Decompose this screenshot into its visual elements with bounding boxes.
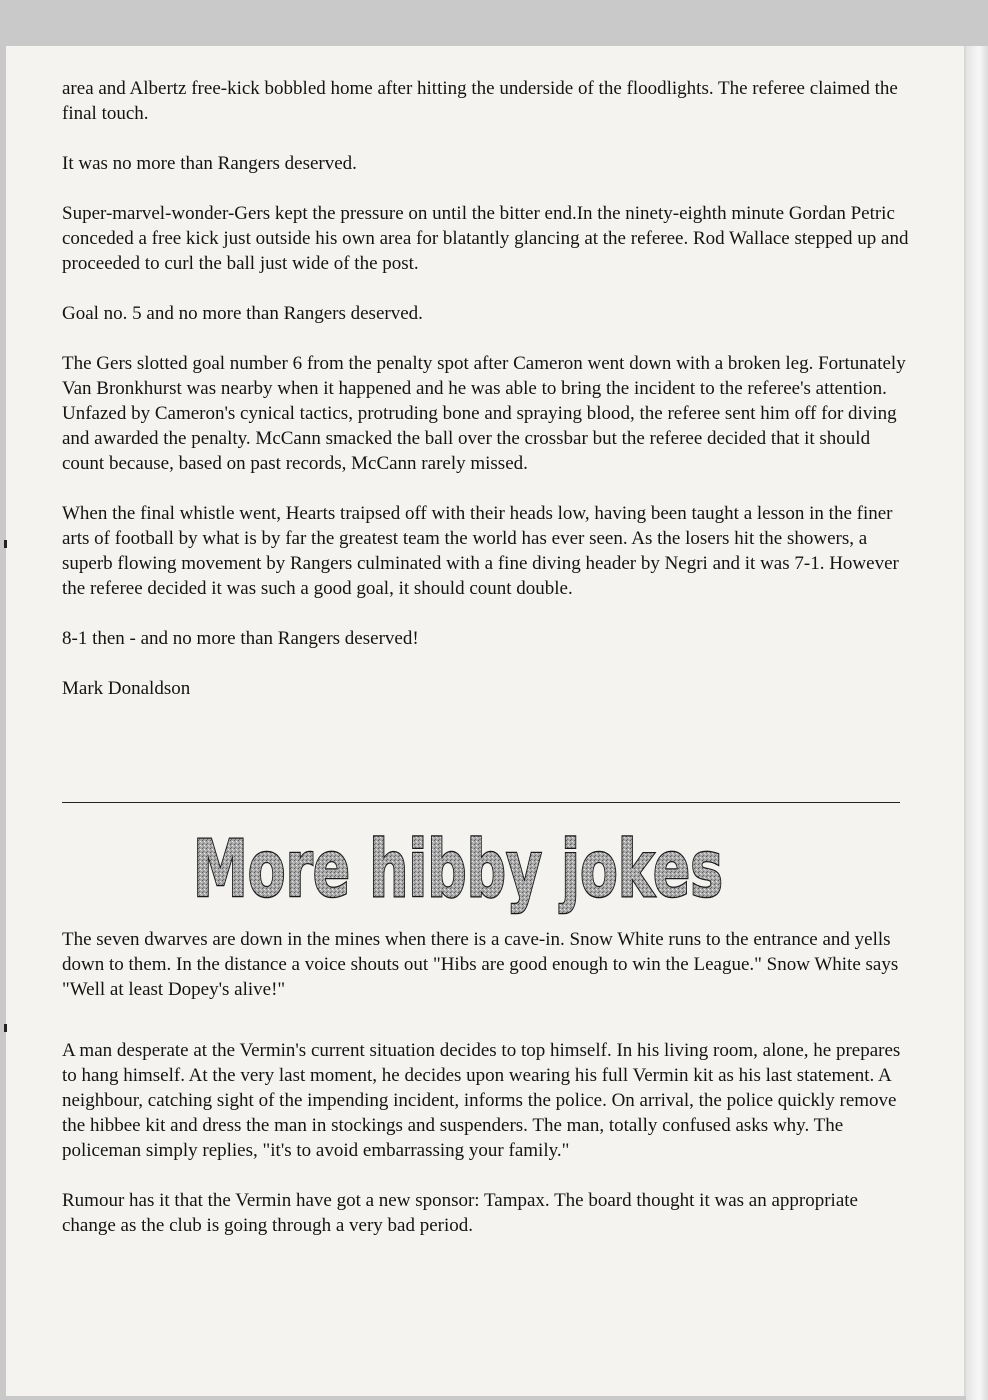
section-banner [186, 812, 730, 918]
article-paragraph: Goal no. 5 and no more than Rangers deserved. [62, 303, 423, 324]
section-divider [62, 802, 900, 803]
article-paragraph: 8-1 then - and no more than Rangers deserved! [62, 628, 419, 649]
article-body [62, 76, 912, 713]
article-paragraph: It was no more than Rangers deserved. [62, 153, 357, 174]
article-paragraph: Super-marvel-wonder-Gers kept the pressure on until the bitter end.In the ninety-eighth minute Gordan Petric conceded a free kick just outside his own area for blatantly glancing at the referee. Rod Wallace stepped up and proceeded to curl the ball just wide of the post. [62, 203, 909, 274]
banner-title: More hibby jokes [193, 825, 723, 915]
margin-mark [4, 1024, 7, 1032]
joke-paragraph: The seven dwarves are down in the mines when there is a cave-in. Snow White runs to the entrance and yells down to them. In the distance a voice shouts out "Hibs are good enough to win the League." Snow White says "Well at least Dopey's alive!" [62, 929, 899, 1000]
margin-mark [4, 540, 7, 548]
article-paragraph: When the final whistle went, Hearts traipsed off with their heads low, having been taught a lesson in the finer arts of football by what is by far the greatest team the world has ever seen. As the losers hit the showers, a superb flowing movement by Rangers culminated with a fine diving header by Negri and it was 7-1. However the referee decided it was such a good goal, it should count double. [62, 503, 899, 599]
article-author: Mark Donaldson [62, 678, 191, 699]
article-paragraph: The Gers slotted goal number 6 from the penalty spot after Cameron went down with a broken leg. Fortunately Van Bronkhurst was nearby when it happened and he was able to bring the incident to the referee's attention. Unfazed by Cameron's cynical tactics, protruding bone and spraying blood, the referee sent him off for diving and awarded the penalty. McCann smacked the ball over the crossbar but the referee decided that it should count because, based on past records, McCann rarely missed. [62, 353, 906, 474]
jokes-section [62, 927, 912, 1263]
joke-paragraph: Rumour has it that the Vermin have got a new sponsor: Tampax. The board thought it was an appropriate change as the club is going through a very bad period. [62, 1190, 858, 1236]
article-paragraph: area and Albertz free-kick bobbled home after hitting the underside of the floodlights. The referee claimed the final touch. [62, 78, 898, 124]
joke-paragraph: A man desperate at the Vermin's current situation decides to top himself. In his living room, alone, he prepares to hang himself. At the very last moment, he decides upon wearing his full Vermin kit as his last statement. A neighbour, catching sight of the impending incident, informs the police. On arrival, the police quickly remove the hibbee kit and dress the man in stockings and suspenders. The man, totally confused asks why. The policeman simply replies, "it's to avoid embarrassing your family." [62, 1040, 901, 1161]
page-edge [966, 46, 988, 1400]
